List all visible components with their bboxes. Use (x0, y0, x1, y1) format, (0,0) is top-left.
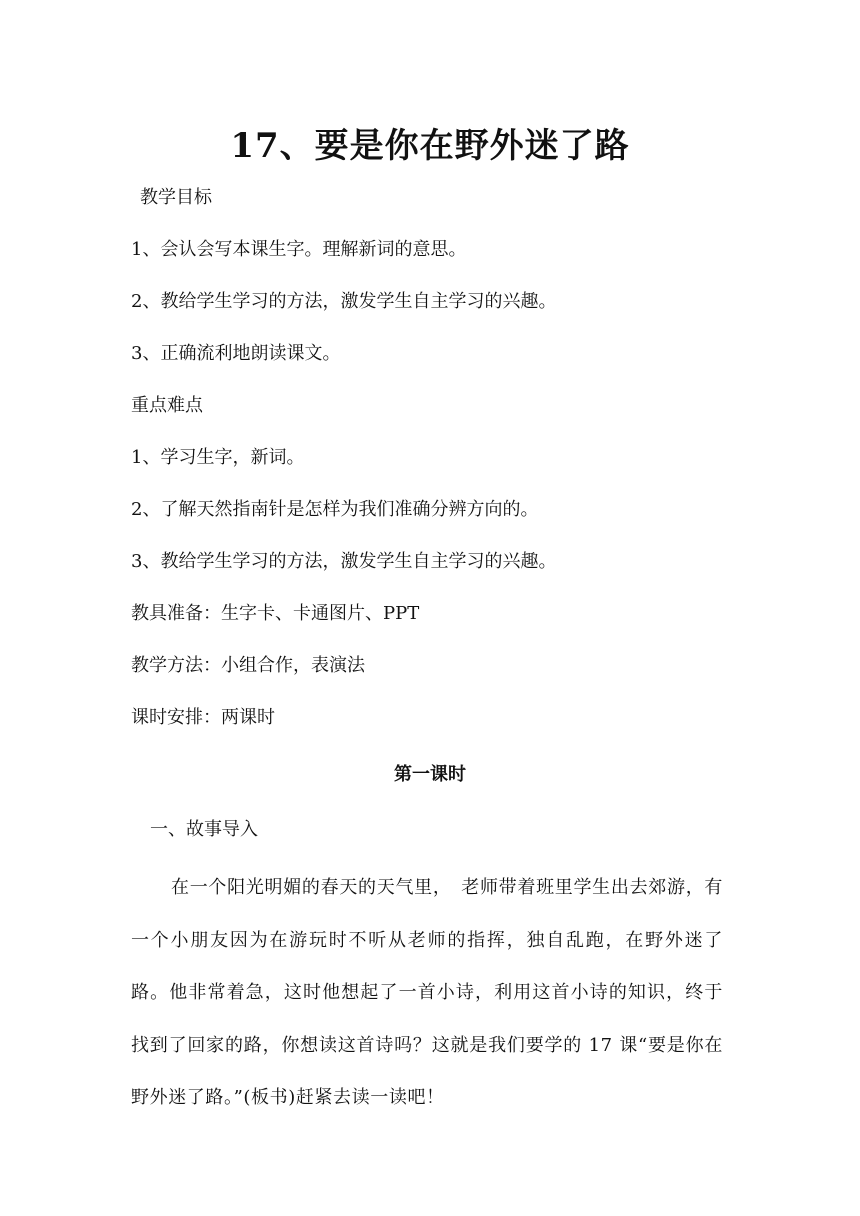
objective-item-3: 3、正确流利地朗读课文。 (131, 343, 341, 364)
lesson-title: 17、要是你在野外迷了路 (230, 126, 630, 166)
teaching-materials: 教具准备：生字卡、卡通图片、PPT (131, 603, 420, 624)
objective-item-2: 2、教给学生学习的方法，激发学生自主学习的兴趣。 (131, 291, 557, 312)
key-point-item-1: 1、学习生字，新词。 (131, 447, 305, 468)
key-points-heading: 重点难点 (131, 395, 203, 416)
objective-item-1: 1、会认会写本课生字。理解新词的意思。 (131, 239, 467, 260)
teaching-method: 教学方法：小组合作，表演法 (131, 655, 365, 676)
section-heading-story-intro: 一、故事导入 (150, 819, 258, 840)
story-paragraph: 在一个阳光明媚的春天的天气里， 老师带着班里学生出去郊游，有一个小朋友因为在游玩时不听从老师的指挥，独自乱跑，在野外迷了路。他非常着急，这时他想起了一首小诗，利用这首小诗的知识，终于找到了回家的路，你想读这首诗吗？这就是我们要学的 17 课“要是你在野外迷了路。”(板书)赶紧去读一读吧！ (131, 877, 723, 1108)
class-schedule: 课时安排：两课时 (131, 707, 275, 728)
lesson-one-heading: 第一课时 (394, 764, 466, 785)
objectives-heading: 教学目标 (140, 187, 212, 208)
key-point-item-2: 2、了解天然指南针是怎样为我们准确分辨方向的。 (131, 499, 539, 520)
key-point-item-3: 3、教给学生学习的方法，激发学生自主学习的兴趣。 (131, 551, 557, 572)
